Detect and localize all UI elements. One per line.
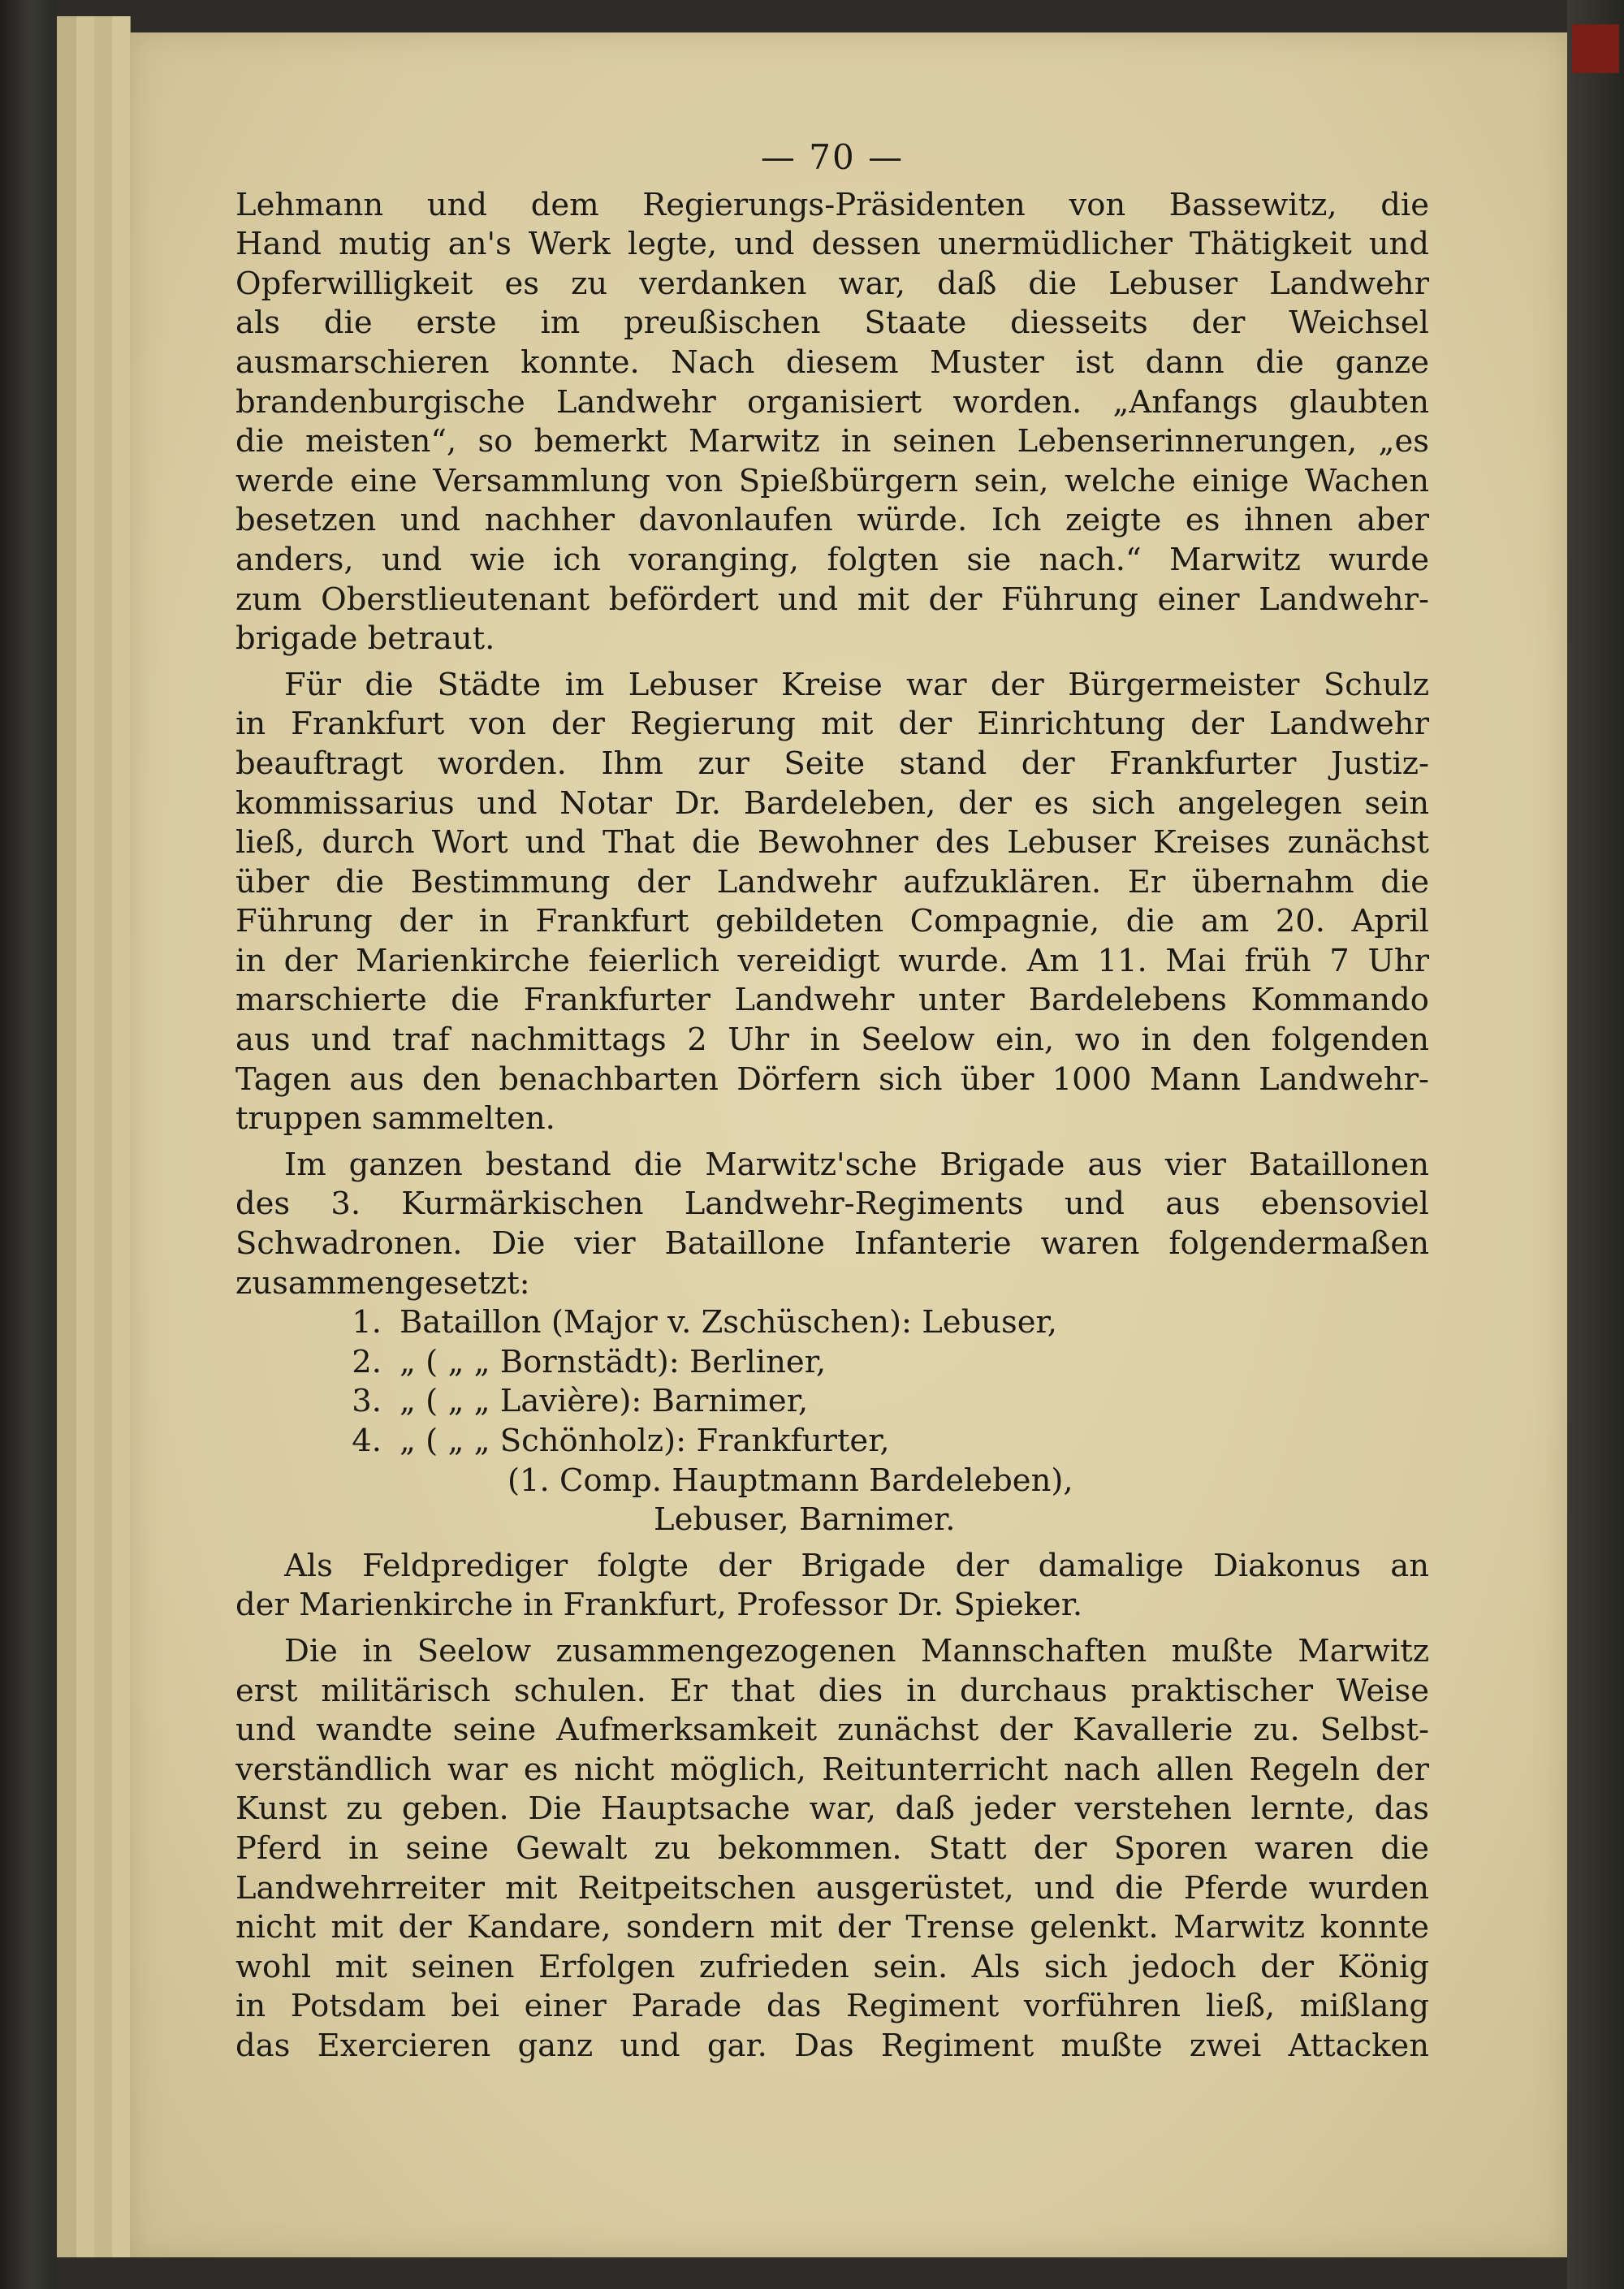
battalion-text: „ ( „ „ Schönholz): Frankfurter, (400, 1423, 890, 1459)
page-edge (76, 16, 95, 2257)
text-line: beauftragt worden. Ihm zur Seite stand der Frankfurter Justiz- (235, 745, 1429, 782)
text-line: ließ, durch Wort und That die Bewohner des Lebuser Kreises zunächst (235, 824, 1429, 862)
battalion-list (235, 1303, 1429, 1540)
book-binding (0, 0, 57, 2289)
text-line: werde eine Versammlung von Spießbürgern sein, welche einige Wachen (235, 462, 1429, 499)
battalion-text: „ ( „ „ Lavière): Barnimer, (400, 1383, 809, 1420)
text-line: und wandte seine Aufmerksamkeit zunächst der Kavallerie zu. Selbst- (235, 1712, 1429, 1749)
battalion-note: Lebuser, Barnimer. (654, 1501, 956, 1539)
text-line: wohl mit seinen Erfolgen zufrieden sein. Als sich jedoch der König (235, 1948, 1429, 1985)
text-line: über die Bestimmung der Landwehr aufzuklären. Er übernahm die (235, 863, 1429, 900)
text-line: kommissarius und Notar Dr. Bardeleben, der es sich angelegen sein (235, 784, 1429, 822)
battalion-number: 2. (352, 1343, 382, 1380)
text-line: Kunst zu geben. Die Hauptsache war, daß jeder verstehen lernte, das (235, 1790, 1429, 1828)
battalion-note: (1. Comp. Hauptmann Bardeleben), (508, 1462, 1073, 1499)
battalion-number: 3. (352, 1383, 382, 1420)
battalion-item (235, 1343, 1429, 1383)
text-body-before (235, 186, 1429, 1304)
text-line: in Frankfurt von der Regierung mit der Einrichtung der Landwehr (235, 706, 1429, 743)
text-line: Als Feldprediger folgte der Brigade der damalige Diakonus an (284, 1547, 1429, 1584)
text-line: Pferd in seine Gewalt zu bekommen. Statt der Sporen waren die (235, 1829, 1429, 1867)
text-line: erst militärisch schulen. Er that dies in durchaus praktischer Weise (235, 1672, 1429, 1709)
text-line: besetzen und nachher davonlaufen würde. Ich zeigte es ihnen aber (235, 502, 1429, 539)
text-line: Lehmann und dem Regierungs-Präsidenten von Bassewitz, die (235, 186, 1429, 223)
page-edge (57, 16, 77, 2257)
battalion-item (235, 1303, 1429, 1343)
page-number: — 70 — (760, 137, 905, 177)
text-line: Schwadronen. Die vier Bataillone Infanterie waren folgendermaßen (235, 1225, 1429, 1263)
text-line: Für die Städte im Lebuser Kreise war der Bürgermeister Schulz (284, 666, 1429, 703)
book-cover-edge (1567, 0, 1624, 2289)
text-line: ausmarschieren konnte. Nach diesem Muster ist dann die ganze (235, 343, 1429, 381)
text-line: aus und traf nachmittags 2 Uhr in Seelow ein, wo in den folgenden (235, 1021, 1429, 1059)
page-text (235, 138, 1429, 2067)
battalion-text: Bataillon (Major v. Zschüschen): Lebuser, (400, 1304, 1057, 1341)
text-line: zum Oberstlieutenant befördert und mit der Führung einer Landwehr- (235, 581, 1429, 618)
text-line: als die erste im preußischen Staate diesseits der Weichsel (235, 304, 1429, 342)
text-line: zusammengesetzt: (235, 1264, 530, 1302)
text-line: truppen sammelten. (235, 1100, 555, 1138)
battalion-item (235, 1422, 1429, 1462)
text-line: das Exercieren ganz und gar. Das Regiment mußte zwei Attacken (235, 2027, 1429, 2064)
text-line: nicht mit der Kandare, sondern mit der Trense gelenkt. Marwitz konnte (235, 1909, 1429, 1946)
text-line: Opferwilligkeit es zu verdanken war, daß die Lebuser Landwehr (235, 265, 1429, 302)
text-line: marschierte die Frankfurter Landwehr unter Bardelebens Kommando (235, 982, 1429, 1019)
text-line: brandenburgische Landwehr organisiert worden. „Anfangs glaubten (235, 383, 1429, 421)
text-line: in der Marienkirche feierlich vereidigt wurde. Am 11. Mai früh 7 Uhr (235, 942, 1429, 979)
text-line: Führung der in Frankfurt gebildeten Compagnie, die am 20. April (235, 903, 1429, 940)
bookmark-ribbon (1572, 24, 1619, 73)
text-line: verständlich war es nicht möglich, Reitunterricht nach allen Regeln der (235, 1751, 1429, 1788)
page-edge (112, 16, 131, 2257)
text-line: in Potsdam bei einer Parade das Regiment vorführen ließ, mißlang (235, 1988, 1429, 2025)
text-line: Landwehrreiter mit Reitpeitschen ausgerüstet, und die Pferde wurden (235, 1869, 1429, 1907)
text-line: Tagen aus den benachbarten Dörfern sich über 1000 Mann Landwehr- (235, 1060, 1429, 1098)
text-line: brigade betraut. (235, 620, 495, 658)
text-line: des 3. Kurmärkischen Landwehr-Regiments und aus ebensoviel (235, 1186, 1429, 1223)
text-body-after (235, 1547, 1429, 2067)
battalion-text: „ ( „ „ Bornstädt): Berliner, (400, 1343, 827, 1380)
text-line: die meisten“, so bemerkt Marwitz in seinen Lebenserinnerungen, „es (235, 423, 1429, 460)
text-line: anders, und wie ich voranging, folgten sie nach.“ Marwitz wurde (235, 541, 1429, 578)
text-line: Hand mutig an's Werk legte, und dessen unermüdlicher Thätigkeit und (235, 226, 1429, 263)
text-line: Im ganzen bestand die Marwitz'sche Brigade aus vier Bataillonen (284, 1146, 1429, 1183)
page-edge (94, 16, 113, 2257)
battalion-number: 4. (352, 1423, 382, 1459)
battalion-item (235, 1382, 1429, 1422)
text-line: der Marienkirche in Frankfurt, Professor Dr. Spieker. (235, 1587, 1083, 1624)
battalion-number: 1. (352, 1304, 382, 1341)
text-line: Die in Seelow zusammengezogenen Mannschaften mußte Marwitz (284, 1632, 1429, 1669)
